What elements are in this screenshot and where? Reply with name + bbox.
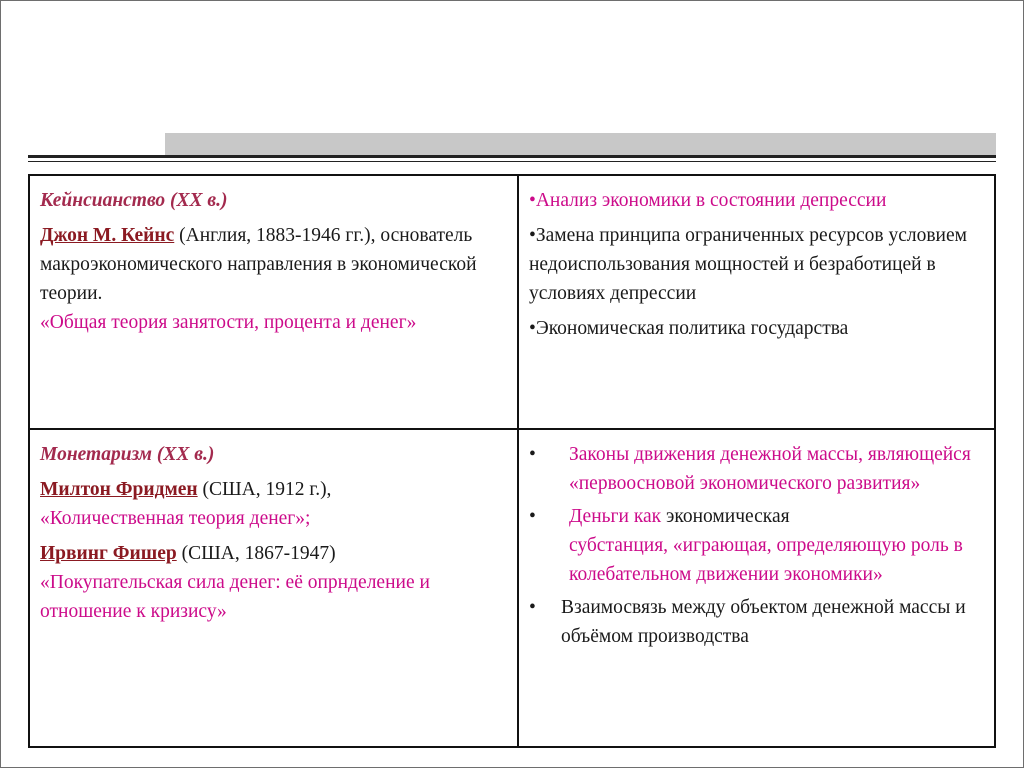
keynes-description xyxy=(40,221,507,337)
monetarism-idea-3-text: Взаимосвязь между объектом денежной массы и объёмом производства xyxy=(561,597,966,647)
bullet-icon: • xyxy=(529,506,536,527)
title-rule-thin xyxy=(28,161,996,162)
friedman-work-title: «Количественная теория денег»; xyxy=(40,508,311,529)
monetarism-idea-2 xyxy=(529,502,984,589)
monetarism-idea-2-colored: Деньги как xyxy=(569,506,662,527)
bullet-icon: • xyxy=(529,444,536,465)
bullet-icon: • xyxy=(529,597,536,618)
theories-table xyxy=(28,174,996,748)
title-rule-thick xyxy=(28,155,996,158)
friedman-details: (США, 1912 г.), xyxy=(197,479,332,500)
keynes-author-details: (Англия, 1883-1946 гг.), основатель макроэкономического направления в экономической теории. xyxy=(40,225,477,304)
keynes-author: Джон М. Кейнс xyxy=(40,225,175,246)
friedman-block xyxy=(40,475,507,533)
cell-monetarism-info xyxy=(29,429,518,747)
monetarism-idea-3 xyxy=(529,593,984,651)
cell-keynes-info xyxy=(29,175,518,429)
fisher-details: (США, 1867-1947) xyxy=(176,543,336,564)
monetarism-idea-1-text: Законы движения денежной массы, являющейся «первоосновой экономического развития» xyxy=(569,444,971,494)
keynes-idea-2: •Замена принципа ограниченных ресурсов условием недоиспользования мощностей и безработицей в условиях депрессии xyxy=(529,225,967,304)
cell-keynes-ideas xyxy=(518,175,995,429)
keynes-heading: Кейнсианство (XX в.) xyxy=(40,190,228,211)
fisher-work-title: «Покупательская сила денег: её опрнделение и отношение к кризису» xyxy=(40,572,430,622)
table-row-keynesianism xyxy=(29,175,995,429)
keynes-idea-3: •Экономическая политика государства xyxy=(529,318,849,339)
monetarism-idea-2-plain: экономическая xyxy=(661,506,790,527)
cell-monetarism-ideas xyxy=(518,429,995,747)
table-row-monetarism xyxy=(29,429,995,747)
monetarism-heading: Монетаризм (XX в.) xyxy=(40,444,215,465)
monetarism-ideas-list xyxy=(529,440,984,651)
keynes-idea-1: •Анализ экономики в состоянии депрессии xyxy=(529,190,887,211)
keynes-work-title: «Общая теория занятости, процента и денег» xyxy=(40,312,417,333)
monetarism-idea-1 xyxy=(529,440,984,498)
fisher-author: Ирвинг Фишер xyxy=(40,543,177,564)
title-bar-band xyxy=(165,133,996,155)
monetarism-idea-2-rest: субстанция, «играющая, определяющую роль в колебательном движении экономики» xyxy=(569,535,963,585)
fisher-block xyxy=(40,539,507,626)
friedman-author: Милтон Фридмен xyxy=(40,479,198,500)
